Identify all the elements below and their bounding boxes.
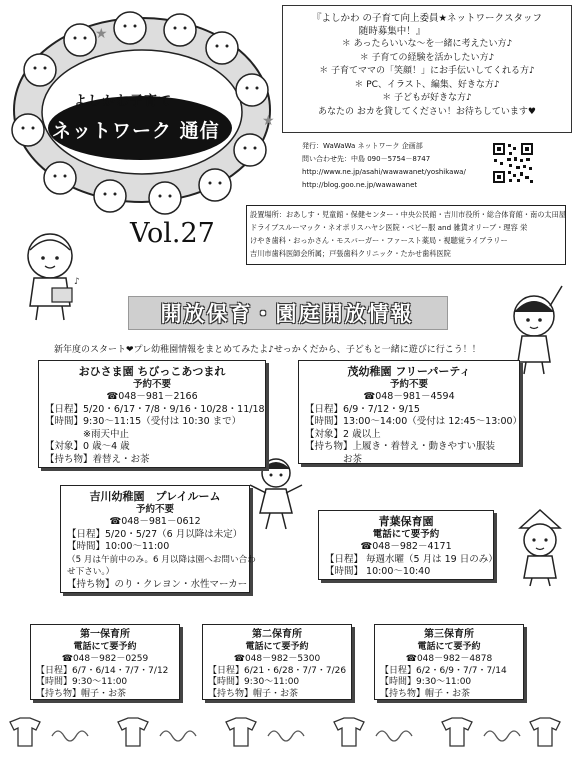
box-reserve: 予約不要: [389, 379, 428, 390]
box-line: 【日程】6/7・6/14・7/7・7/12: [36, 665, 169, 676]
publisher-info: [302, 140, 466, 192]
locations-box: [246, 205, 566, 265]
svg-text:♪: ♪: [74, 277, 80, 287]
info-box-daini: [202, 624, 352, 700]
box-title: 吉川幼稚園 プレイルーム: [89, 490, 221, 503]
logo-small-text: よしかわ子育て: [74, 94, 173, 109]
info-box-daisan: [374, 624, 524, 700]
qr-code: [492, 142, 534, 184]
box-title: 第二保育所: [252, 629, 302, 640]
section-title: 開放保育・園庭開放情報: [160, 302, 414, 326]
box-line: ※雨天中止: [45, 428, 129, 440]
box-phone: ☎048－982－0259: [61, 654, 149, 664]
box-line: 【持ち物】帽子・お茶: [208, 688, 299, 699]
recruit-closing: あなたの おカを貸してください！お待ちしています♥: [318, 106, 536, 117]
box-title: 第三保育所: [424, 629, 474, 640]
box-line: 【対象】2 歳以上: [305, 428, 381, 440]
box-reserve: 予約不要: [135, 504, 174, 515]
info-box-ohisama: [38, 360, 266, 468]
recruit-item: ＊ あったらいいな～を一緒に考えたい方♪: [341, 39, 513, 49]
box-line: 【持ち物】のり・クレヨン・水性マーカー: [67, 578, 248, 590]
recruit-item: ＊ 子育てママの「笑顔！」にお手伝いしてくれる方♪: [319, 66, 535, 76]
box-line: 【持ち物】帽子・お茶: [380, 688, 471, 699]
box-reserve: 電話にて要予約: [372, 529, 440, 540]
location-line: けやき歯科・おっかさん・モスバーガー・ファースト薬局・視聴覚ライブラリー: [250, 236, 508, 245]
box-line: 【時間】9:30～11:00: [208, 677, 300, 687]
box-line: 【対象】0 歳～4 歳: [45, 441, 130, 452]
svg-text:★: ★: [95, 26, 108, 42]
svg-text:★: ★: [262, 113, 275, 129]
publisher-link[interactable]: http://www.ne.jp/asahi/wawawanet/yoshikawa/: [302, 168, 466, 176]
box-reserve: 予約不要: [132, 379, 171, 390]
volume-number: Vol.27: [130, 218, 215, 249]
box-line: 【時間】9:30～11:00: [380, 677, 472, 687]
location-line: ドライブスルーマック・ネオポリスハヤシ医院・ベビー服 and 雑貨オリーブ・理容 栄: [250, 223, 528, 232]
publisher-line: 発行：WaWaWa ネットワーク 企画部: [302, 142, 423, 150]
box-line: 【日程】6/9・7/12・9/15: [305, 403, 420, 415]
logo-title: ネットワーク 通信: [52, 120, 220, 142]
box-line: 【時間】 10:00～10:40: [325, 566, 431, 577]
box-phone: ☎048－981－2166: [106, 391, 198, 402]
box-line: 【持ち物】帽子・お茶: [36, 688, 127, 699]
recruit-item: ＊ PC、イラスト、編集、好きな方♪: [354, 79, 500, 90]
info-box-daiichi: [30, 624, 180, 700]
recruit-item: ＊ 子育ての経験を活かしたい方♪: [359, 52, 495, 63]
box-title: 茂幼稚園 フリーパーティ: [347, 365, 471, 378]
box-line: 【時間】10:00～11:00: [67, 541, 170, 552]
info-box-aoba: [318, 510, 498, 580]
recruit-subtitle: 随時募集中！』: [358, 25, 426, 37]
boy-with-bag-illustration: [12, 228, 90, 323]
box-reserve: 電話にて要予約: [73, 642, 137, 652]
footer-decoration: [0, 712, 576, 752]
box-phone: ☎048－982－4878: [405, 654, 493, 664]
publisher-link[interactable]: http://blog.goo.ne.jp/wawawanet: [302, 181, 418, 189]
box-reserve: 電話にて要予約: [245, 642, 309, 652]
box-line: 【日程】6/21・6/28・7/7・7/26: [208, 665, 347, 676]
box-line: 【日程】5/20・6/17・7/8・9/16・10/28・11/18: [45, 403, 265, 415]
box-phone: ☎048－981－4594: [363, 391, 455, 402]
box-line: （5 月は午前中のみ。6 月以降は園へお問い合わ: [67, 554, 256, 565]
box-line: 【持ち物】上履き・着替え・動きやすい服装: [305, 441, 496, 452]
box-phone: ☎048－981－0612: [109, 516, 201, 527]
box-line: 【時間】9:30～11:00: [36, 677, 128, 687]
box-phone: ☎048－982－4171: [360, 541, 452, 552]
recruit-box: [282, 5, 572, 133]
box-title: 第一保育所: [80, 629, 130, 640]
box-line: 【時間】13:00～14:00（受付は 12:45～13:00）: [305, 416, 523, 427]
box-line: 【日程】 毎週水曜（5 月は 19 日のみ）: [325, 553, 498, 565]
boy-with-hat-illustration: [508, 508, 572, 588]
recruit-item: ＊ 子どもが好きな方♪: [382, 93, 472, 103]
location-line: 吉川市歯科医師会所属；戸張歯科クリニック・たかせ歯科医院: [250, 249, 451, 258]
info-box-yoshikawa: [60, 485, 256, 593]
box-line: 【日程】6/2・6/9・7/7・7/14: [380, 665, 507, 676]
box-phone: ☎048－982－5300: [233, 654, 321, 664]
box-line: 【時間】9:30～11:15（受付は 10:30 まで）: [45, 416, 242, 427]
box-reserve: 電話にて要予約: [417, 642, 481, 652]
box-title: おひさま園 ちびっこあつまれ: [78, 365, 226, 378]
box-title: 青葉保育園: [378, 515, 434, 528]
info-box-shigeru: [298, 360, 523, 465]
recruit-title: 『よしかわ の子育て向上委員★ネットワークスタッフ: [312, 13, 542, 24]
location-line: 設置場所：おあしす・児童館・保健センター・中央公民館・吉川市役所・総合体育館・南の太田屋: [250, 210, 566, 219]
box-line: せ下さい。）: [67, 567, 115, 577]
publisher-line: 問い合わせ先：中島 090－5754－8747: [302, 155, 431, 163]
box-line: 【日程】5/20・5/27（6 月以降は未定）: [67, 528, 243, 540]
box-line: お茶: [305, 453, 363, 465]
section-intro: 新年度のスタート❤プレ幼稚園情報をまとめてみたよ♪せっかくだから、子どもと一緒に遊びに行こう！！: [54, 345, 481, 355]
box-line: 【持ち物】着替え・お茶: [45, 453, 150, 465]
